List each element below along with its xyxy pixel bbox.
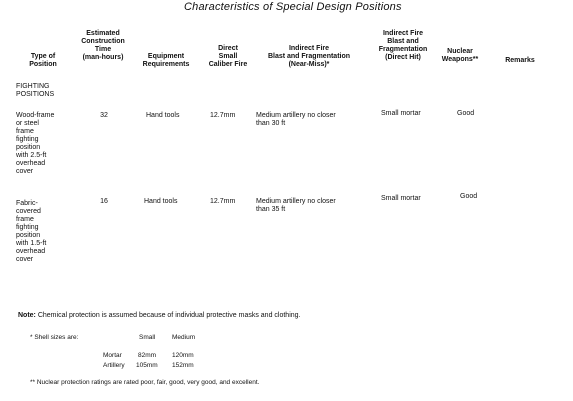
section-fighting-positions: FIGHTING POSITIONS <box>16 83 55 98</box>
row2-indirect-direct-hit: Small mortar <box>381 195 421 202</box>
row1-nuclear: Good <box>457 110 475 117</box>
shell-artillery-medium: 152mm <box>172 362 194 369</box>
note-text: Chemical protection is assumed because of individual protective masks and clothing. <box>37 312 301 319</box>
header-direct-fire: Direct Small Caliber Fire <box>208 45 248 68</box>
shell-mortar-small: 82mm <box>138 352 157 359</box>
row1-equipment: Hand tools <box>146 112 180 119</box>
row2-equipment: Hand tools <box>144 198 178 205</box>
row1-indirect-near-miss: Medium artillery no closer than 30 ft <box>256 112 336 127</box>
shell-mortar-medium: 120mm <box>172 352 194 359</box>
header-construction-time: Estimated Construction Time (man-hours) <box>81 30 125 61</box>
note-label: Note: <box>18 312 36 319</box>
page-title: Characteristics of Special Design Positions <box>184 1 402 13</box>
row1-indirect-direct-hit: Small mortar <box>381 110 421 117</box>
note <box>18 311 300 320</box>
header-indirect-direct-hit: Indirect Fire Blast and Fragmentation (Direct Hit) <box>378 30 428 61</box>
shell-col-small: Small <box>139 334 156 341</box>
row1-direct-fire: 12.7mm <box>210 112 236 119</box>
shell-artillery-label: Artillery <box>103 362 125 369</box>
row2-nuclear: Good <box>460 193 478 200</box>
row2-time: 16 <box>100 198 108 205</box>
header-equipment: Equipment Requirements <box>142 53 190 68</box>
header-remarks: Remarks <box>505 57 535 64</box>
row2-type: Fabric- covered frame fighting position with 1.5-ft overhead cover <box>16 200 47 263</box>
row2-direct-fire: 12.7mm <box>210 198 236 205</box>
footnote-nuclear-ratings: ** Nuclear protection ratings are rated poor, fair, good, very good, and excellent. <box>30 379 260 386</box>
header-type-of-position: Type of Position <box>29 53 57 68</box>
footnote-shell-sizes: * Shell sizes are: <box>30 334 79 341</box>
header-nuclear: Nuclear Weapons** <box>441 48 479 63</box>
shell-artillery-small: 105mm <box>136 362 158 369</box>
header-indirect-near-miss: Indirect Fire Blast and Fragmentation (Near-Miss)* <box>267 45 351 68</box>
row1-time: 32 <box>100 112 108 119</box>
row1-type: Wood-frame or steel frame fighting position with 2.5-ft overhead cover <box>16 112 55 175</box>
shell-mortar-label: Mortar <box>103 352 122 359</box>
row2-indirect-near-miss: Medium artillery no closer than 35 ft <box>256 198 336 213</box>
shell-col-medium: Medium <box>172 334 196 341</box>
